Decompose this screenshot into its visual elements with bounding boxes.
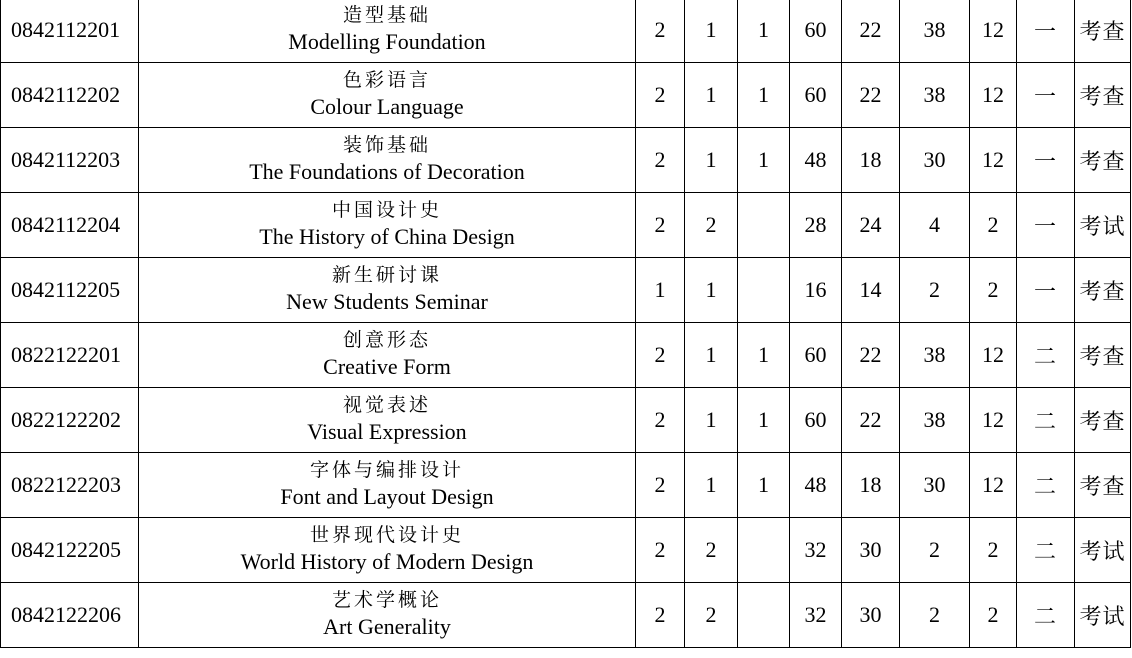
course-name-en: Art Generality	[323, 614, 451, 639]
total-hours-cell: 48	[790, 453, 842, 518]
semester-cell: 二	[1017, 583, 1075, 648]
course-name-en: The Foundations of Decoration	[249, 159, 525, 184]
semester-cell: 一	[1017, 128, 1075, 193]
hours-cell: 12	[970, 453, 1017, 518]
course-code: 0842112204	[1, 193, 139, 258]
hours-cell: 38	[900, 388, 970, 453]
total-hours-cell: 32	[790, 583, 842, 648]
assessment-cell: 考试	[1075, 518, 1131, 583]
course-name-zh: 字体与编排设计	[309, 459, 464, 481]
semester-cell: 一	[1017, 63, 1075, 128]
credits-cell: 2	[636, 583, 685, 648]
course-name-zh: 艺术学概论	[331, 589, 442, 611]
credit-split-cell: 1	[738, 0, 790, 63]
credit-split-cell: 2	[685, 518, 738, 583]
credit-split-cell: 1	[685, 128, 738, 193]
course-name-en: Visual Expression	[307, 419, 467, 444]
total-hours-cell: 28	[790, 193, 842, 258]
semester-cell: 二	[1017, 323, 1075, 388]
total-hours-cell: 16	[790, 258, 842, 323]
course-name-zh: 装饰基础	[342, 134, 431, 156]
course-name-zh: 世界现代设计史	[309, 524, 464, 546]
table-row	[1, 193, 1131, 258]
credit-split-cell: 1	[685, 453, 738, 518]
credit-split-cell	[738, 583, 790, 648]
course-code: 0842112205	[1, 258, 139, 323]
table-row	[1, 63, 1131, 128]
course-name	[139, 63, 636, 128]
course-name	[139, 128, 636, 193]
credits-cell: 2	[636, 323, 685, 388]
course-name-zh: 视觉表述	[342, 394, 431, 416]
assessment-cell: 考查	[1075, 323, 1131, 388]
hours-cell: 12	[970, 128, 1017, 193]
course-code: 0842112201	[1, 0, 139, 63]
credit-split-cell: 1	[738, 128, 790, 193]
hours-cell: 22	[842, 63, 900, 128]
course-name	[139, 583, 636, 648]
course-name	[139, 258, 636, 323]
hours-cell: 38	[900, 0, 970, 63]
credits-cell: 2	[636, 0, 685, 63]
credit-split-cell: 1	[738, 323, 790, 388]
course-code: 0842122205	[1, 518, 139, 583]
course-name-zh: 创意形态	[342, 329, 431, 351]
hours-cell: 14	[842, 258, 900, 323]
credit-split-cell	[738, 518, 790, 583]
total-hours-cell: 48	[790, 128, 842, 193]
table-row	[1, 0, 1131, 63]
hours-cell: 2	[900, 258, 970, 323]
hours-cell: 2	[970, 583, 1017, 648]
hours-cell: 12	[970, 388, 1017, 453]
credit-split-cell: 1	[685, 258, 738, 323]
hours-cell: 30	[900, 128, 970, 193]
hours-cell: 38	[900, 63, 970, 128]
course-name-en: New Students Seminar	[286, 289, 488, 314]
credits-cell: 2	[636, 518, 685, 583]
course-code: 0842112203	[1, 128, 139, 193]
hours-cell: 12	[970, 63, 1017, 128]
total-hours-cell: 60	[790, 388, 842, 453]
table-row	[1, 583, 1131, 648]
hours-cell: 22	[842, 323, 900, 388]
credit-split-cell: 1	[685, 388, 738, 453]
total-hours-cell: 60	[790, 63, 842, 128]
credits-cell: 2	[636, 388, 685, 453]
hours-cell: 4	[900, 193, 970, 258]
assessment-cell: 考查	[1075, 388, 1131, 453]
credit-split-cell	[738, 258, 790, 323]
semester-cell: 一	[1017, 193, 1075, 258]
credit-split-cell: 1	[685, 0, 738, 63]
course-code: 0822122203	[1, 453, 139, 518]
hours-cell: 30	[842, 583, 900, 648]
course-name-zh: 中国设计史	[331, 199, 442, 221]
course-code: 0822122201	[1, 323, 139, 388]
hours-cell: 2	[970, 258, 1017, 323]
assessment-cell: 考查	[1075, 453, 1131, 518]
course-name-en: Creative Form	[323, 354, 451, 379]
course-name-en: Font and Layout Design	[280, 484, 494, 509]
course-name-en: Modelling Foundation	[288, 29, 486, 54]
credits-cell: 2	[636, 63, 685, 128]
course-name	[139, 193, 636, 258]
assessment-cell: 考试	[1075, 193, 1131, 258]
hours-cell: 22	[842, 388, 900, 453]
course-name	[139, 0, 636, 63]
hours-cell: 12	[970, 0, 1017, 63]
credit-split-cell: 1	[738, 453, 790, 518]
hours-cell: 2	[970, 193, 1017, 258]
table-row	[1, 258, 1131, 323]
assessment-cell: 考查	[1075, 128, 1131, 193]
table-row	[1, 323, 1131, 388]
hours-cell: 22	[842, 0, 900, 63]
credit-split-cell: 1	[738, 63, 790, 128]
credit-split-cell	[738, 193, 790, 258]
credits-cell: 2	[636, 128, 685, 193]
table-row	[1, 453, 1131, 518]
credit-split-cell: 1	[685, 63, 738, 128]
course-name-zh: 色彩语言	[342, 69, 431, 91]
hours-cell: 38	[900, 323, 970, 388]
credits-cell: 1	[636, 258, 685, 323]
course-name-en: World History of Modern Design	[240, 549, 534, 574]
assessment-cell: 考查	[1075, 63, 1131, 128]
course-name-en: The History of China Design	[259, 224, 515, 249]
hours-cell: 2	[900, 518, 970, 583]
table-row	[1, 388, 1131, 453]
course-name-zh: 新生研讨课	[331, 264, 442, 286]
course-name	[139, 323, 636, 388]
course-name	[139, 518, 636, 583]
semester-cell: 一	[1017, 258, 1075, 323]
hours-cell: 24	[842, 193, 900, 258]
credit-split-cell: 1	[738, 388, 790, 453]
table-row	[1, 128, 1131, 193]
hours-cell: 18	[842, 453, 900, 518]
course-name	[139, 453, 636, 518]
semester-cell: 二	[1017, 518, 1075, 583]
course-name-en: Colour Language	[310, 94, 464, 119]
assessment-cell: 考查	[1075, 258, 1131, 323]
total-hours-cell: 60	[790, 0, 842, 63]
hours-cell: 2	[900, 583, 970, 648]
assessment-cell: 考查	[1075, 0, 1131, 63]
hours-cell: 12	[970, 323, 1017, 388]
hours-cell: 18	[842, 128, 900, 193]
credit-split-cell: 2	[685, 583, 738, 648]
total-hours-cell: 60	[790, 323, 842, 388]
credit-split-cell: 2	[685, 193, 738, 258]
hours-cell: 30	[900, 453, 970, 518]
semester-cell: 二	[1017, 388, 1075, 453]
course-name-zh: 造型基础	[342, 4, 431, 26]
hours-cell: 2	[970, 518, 1017, 583]
hours-cell: 30	[842, 518, 900, 583]
credit-split-cell: 1	[685, 323, 738, 388]
semester-cell: 一	[1017, 0, 1075, 63]
assessment-cell: 考试	[1075, 583, 1131, 648]
table-row	[1, 518, 1131, 583]
credits-cell: 2	[636, 453, 685, 518]
semester-cell: 二	[1017, 453, 1075, 518]
course-name	[139, 388, 636, 453]
course-code: 0842122206	[1, 583, 139, 648]
total-hours-cell: 32	[790, 518, 842, 583]
course-code: 0842112202	[1, 63, 139, 128]
course-code: 0822122202	[1, 388, 139, 453]
credits-cell: 2	[636, 193, 685, 258]
